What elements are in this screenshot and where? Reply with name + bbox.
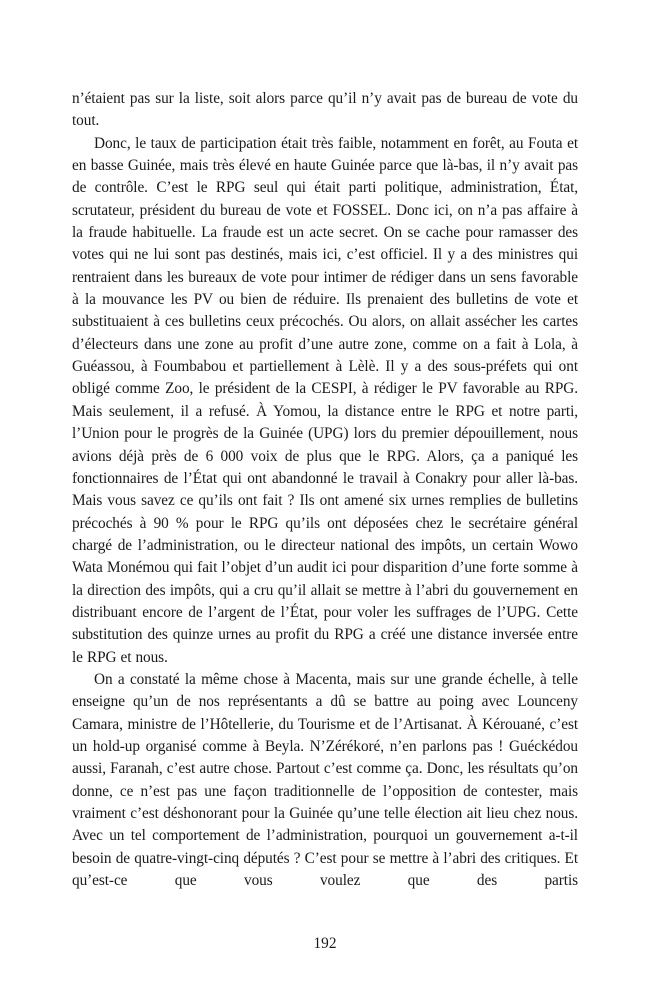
paragraph-continued: n’étaient pas sur la liste, soit alors parce qu’il n’y avait pas de bureau de vote du tout. [72,90,578,130]
paragraph-elections-fraud: Donc, le taux de participation était très faible, notamment en forêt, au Fouta et en basse Guinée, mais très élevé en haute Guinée parce que là-bas, il n’y avait pas de contrôle. C’est le RPG seul qui était parti politique, administration, État, scrutateur, président du bureau de vote et FOSSEL. Donc ici, on n’a pas affaire à la fraude habituelle. La fraude est un acte secret. On se cache pour ramasser des votes qui ne lui sont pas destinés, mais ici, c’est officiel. Il y a des ministres qui rentraient dans les bureaux de vote pour intimer de rédiger dans un sens favorable à la mouvance les PV ou bien de réduire. Ils prenaient des bulletins de vote et substituaient à ces bulletins ceux précochés. Ou alors, on allait assécher les cartes d’électeurs dans une zone au profit d’une autre zone, comme on a fait à Lola, à Guéassou, à Foumbabou et partiellement à Lèlè. Il y a des sous-préfets qui ont obligé comme Zoo, le président de la CESPI, à rédiger le PV favorable au RPG. Mais seulement, il a refusé. À Yomou, la distance entre le RPG et notre parti, l’Union pour le progrès de la Guinée (UPG) lors du premier dépouillement, nous avions déjà près de 6 000 voix de plus que le RPG. Alors, ça a paniqué les fonctionnaires de l’État qui ont abandonné le travail à Conakry pour aller là-bas. Mais vous savez ce qu’ils ont fait ? Ils ont amené six urnes remplies de bulletins précochés à 90 % pour le RPG qu’ils ont déposées chez le secrétaire général chargé de l’administration, ou le directeur national des impôts, un certain Wowo Wata Monémou qui fait l’objet d’un audit ici pour disparition d’une forte somme à la direction des impôts, qui a cru qu’il allait se mettre à l’abri du gouvernement en distribuant encore de l’argent de l’État, pour voler les suffrages de l’UPG. Cette substitution des quinze urnes au profit du RPG a créé une distance inversée entre le RPG et nous. [72,134,578,666]
body-text-block [72,88,578,915]
page-number: 192 [313,935,337,952]
paragraph-macenta: On a constaté la même chose à Macenta, mais sur une grande échelle, à telle enseigne qu’un de nos représentants a dû se battre au poing avec Lounceny Camara, ministre de l’Hôtellerie, du Tourisme et de l’Artisanat. À Kérouané, c’est un hold-up organisé comme à Beyla. N’Zérékoré, n’en parlons pas ! Guéckédou aussi, Faranah, c’est autre chose. Partout c’est comme ça. Donc, les résultats qu’on donne, ce n’est pas une façon traditionnelle de l’opposition de contester, mais vraiment c’est déshonorant pour la Guinée qu’une telle élection ait lieu chez nous. Avec un tel comportement de l’administration, pourquoi un gouvernement a-t-il besoin de quatre-vingt-cinq députés ? C’est pour se mettre à l’abri des critiques. Et qu’est-ce que vous voulez que des partis [72,670,578,890]
